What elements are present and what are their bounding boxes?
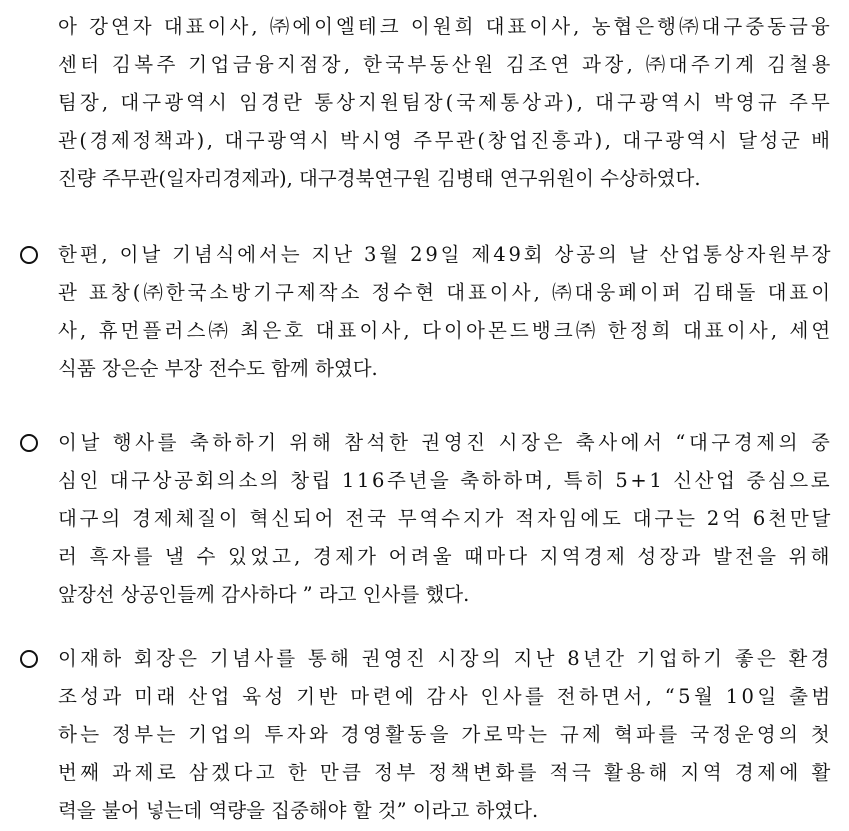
line-text: 식품 장은순 부장 전수도 함께 하였다.: [58, 357, 378, 380]
line-text: 사, 휴먼플러스㈜ 최은호 대표이사, 다이아몬드뱅크㈜ 한정희 대표이사, 세연: [58, 319, 834, 342]
paragraph-line: [0, 10, 849, 44]
paragraph-line: [0, 464, 849, 498]
paragraph-line: [0, 314, 849, 348]
line-text: 앞장선 상공인들께 감사하다 ” 라고 인사를 했다.: [58, 583, 470, 606]
paragraph-line: [0, 642, 849, 676]
line-text: 러 흑자를 낼 수 있었고, 경제가 어려울 때마다 지역경제 성장과 발전을 위해: [58, 545, 833, 568]
line-text: 심인 대구상공회의소의 창립 116주년을 축하하며, 특히 5+1 신산업 중심으로: [58, 469, 833, 492]
line-text: 한편, 이날 기념식에서는 지난 3월 29일 제49회 상공의 날 산업통상자원부장: [58, 243, 834, 266]
paragraph-line: [0, 540, 849, 574]
paragraph-line: [0, 124, 849, 158]
paragraph-line: [0, 680, 849, 714]
line-text: 관(경제정책과), 대구광역시 박시영 주무관(창업진흥과), 대구광역시 달성군 배: [58, 129, 833, 152]
line-text: 이재하 회장은 기념사를 통해 권영진 시장의 지난 8년간 기업하기 좋은 환경: [58, 647, 833, 670]
paragraph-line: [0, 578, 849, 612]
paragraph-line: [0, 502, 849, 536]
line-text: 하는 정부는 기업의 투자와 경영활동을 가로막는 규제 혁파를 국정운영의 첫: [58, 723, 834, 746]
line-text: 팀장, 대구광역시 임경란 통상지원팀장(국제통상과), 대구광역시 박영규 주무: [58, 91, 833, 114]
line-text: 번째 과제로 삼겠다고 한 만큼 정부 정책변화를 적극 활용해 지역 경제에 활: [58, 761, 834, 784]
paragraph-line: [0, 718, 849, 752]
paragraph-line: [0, 352, 849, 386]
paragraph-line: [0, 756, 849, 790]
line-text: 조성과 미래 산업 육성 기반 마련에 감사 인사를 전하면서, “5월 10일 출범: [58, 685, 834, 708]
line-text: 센터 김복주 기업금융지점장, 한국부동산원 김조연 과장, ㈜대주기계 김철용: [58, 53, 834, 76]
paragraph-line: [0, 276, 849, 310]
line-text: 력을 불어 넣는데 역량을 집중해야 할 것” 이라고 하였다.: [58, 799, 539, 822]
paragraph-line: [0, 48, 849, 82]
paragraph-line: [0, 238, 849, 272]
line-text: 관 표창(㈜한국소방기구제작소 정수현 대표이사, ㈜대웅페이퍼 김태돌 대표이: [58, 281, 834, 304]
paragraph-line: [0, 162, 849, 196]
paragraph-line: [0, 86, 849, 120]
paragraph-line: [0, 426, 849, 460]
line-text: 대구의 경제체질이 혁신되어 전국 무역수지가 적자임에도 대구는 2억 6천만달: [58, 507, 834, 530]
paragraph-line: [0, 794, 849, 828]
line-text: 아 강연자 대표이사, ㈜에이엘테크 이원희 대표이사, 농협은행㈜대구중동금융: [58, 15, 833, 38]
line-text: 이날 행사를 축하하기 위해 참석한 권영진 시장은 축사에서 “대구경제의 중: [58, 431, 834, 454]
line-text: 진량 주무관(일자리경제과), 대구경북연구원 김병태 연구위원이 수상하였다.: [58, 167, 701, 190]
